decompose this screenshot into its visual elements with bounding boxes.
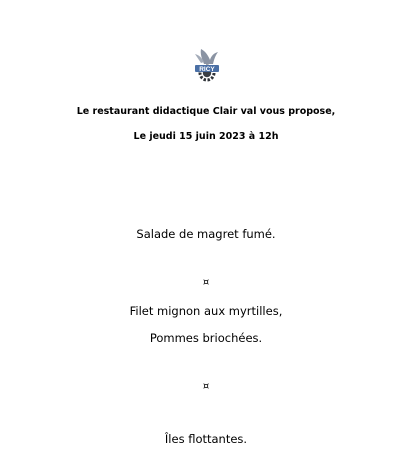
main-course-line-1: Filet mignon aux myrtilles,	[129, 304, 283, 318]
school-logo-icon	[191, 46, 223, 82]
intro-line-1: Le restaurant didactique Clair val vous propose,	[76, 106, 336, 117]
separator-2: ¤	[202, 381, 210, 392]
logo-text: RICY	[199, 66, 215, 73]
school-logo	[191, 46, 223, 82]
intro-line-2: Le jeudi 15 juin 2023 à 12h	[133, 131, 279, 142]
main-course-line-2: Pommes briochées.	[149, 331, 263, 345]
starter-course: Salade de magret fumé.	[136, 227, 276, 241]
separator-1: ¤	[202, 277, 210, 288]
dessert-course: Îles flottantes.	[164, 432, 248, 446]
